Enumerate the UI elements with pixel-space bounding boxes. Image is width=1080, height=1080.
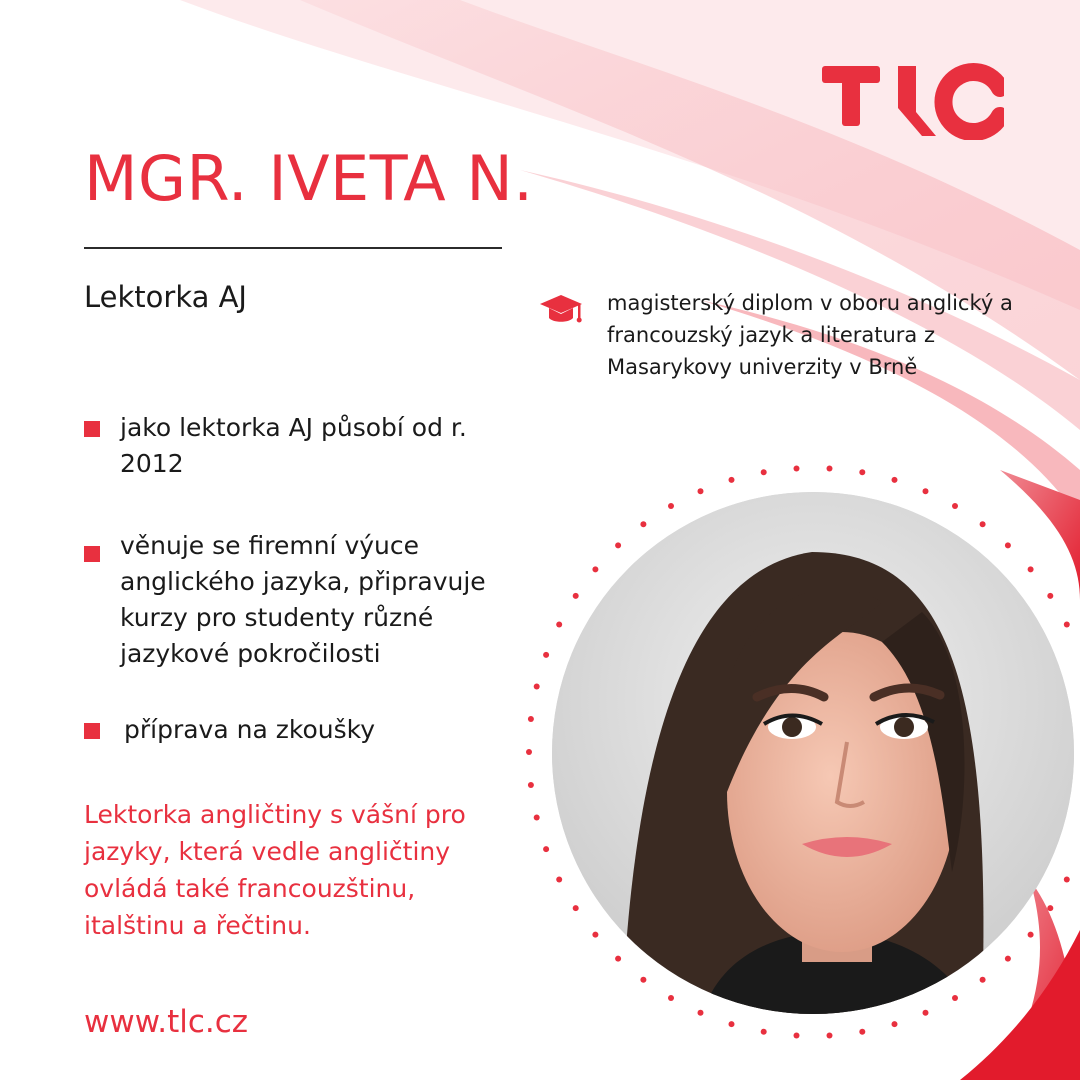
ring-dot [794,466,800,472]
bullet-square-icon [84,421,100,437]
ring-dot [794,1033,800,1039]
ring-dot [1064,622,1070,628]
ring-dot [556,622,562,628]
ring-dot [892,1021,898,1027]
teacher-name: MGR. IVETA N. [84,142,534,215]
ring-dot [761,469,767,475]
ring-dot [592,566,598,572]
ring-dot [640,521,646,527]
ring-dot [892,477,898,483]
ring-dot [1047,905,1053,911]
ring-dot [534,684,540,690]
ring-dot [615,542,621,548]
ring-dot [528,782,534,788]
ring-dot [543,652,549,658]
portrait-illustration [552,492,1074,1014]
ring-dot [1064,877,1070,883]
ring-dot [859,469,865,475]
list-item-text: věnuje se firemní výuce anglického jazyka, připravuje kurzy pro studenty různé jazykové pokročilosti [120,531,486,668]
ring-dot [827,1033,833,1039]
teacher-role: Lektorka AJ [84,280,247,314]
ring-dot [761,1029,767,1035]
list-item [84,410,500,482]
graduation-cap-icon [538,292,584,328]
list-item [84,712,524,748]
ring-dot [556,877,562,883]
ring-dot [615,956,621,962]
ring-dot [526,749,532,755]
ring-dot [859,1029,865,1035]
ring-dot [698,1010,704,1016]
ring-dot [1005,956,1011,962]
ring-dot [668,503,674,509]
ring-dot [698,488,704,494]
list-item [84,528,520,672]
teacher-description: Lektorka angličtiny s vášní pro jazyky, která vedle angličtiny ovládá také francouzštinu, italštinu a řečtinu. [84,800,466,940]
ring-dot [1047,593,1053,599]
ring-dot [923,1010,929,1016]
title-divider [84,247,502,249]
ring-dot [1028,566,1034,572]
ring-dot [827,466,833,472]
ring-dot [573,905,579,911]
ring-dot [1028,932,1034,938]
ring-dot [668,995,674,1001]
ring-dot [1005,542,1011,548]
ring-dot [543,846,549,852]
ring-dot [952,995,958,1001]
ring-dot [952,503,958,509]
ring-dot [592,932,598,938]
ring-dot [534,815,540,821]
ring-dot [980,521,986,527]
bullet-square-icon [84,546,100,562]
ring-dot [640,977,646,983]
list-item-text: jako lektorka AJ působí od r. 2012 [120,413,467,478]
ring-dot [980,977,986,983]
teacher-portrait [552,492,1074,1014]
tlc-logo [818,58,1004,140]
list-item-text: příprava na zkoušky [124,715,375,744]
ring-dot [528,716,534,722]
education-text: magisterský diplom v oboru anglický a francouzský jazyk a literatura z Masarykovy univerzity v Brně [607,291,1013,379]
ring-dot [729,1021,735,1027]
bullet-square-icon [84,723,100,739]
ring-dot [729,477,735,483]
ring-dot [573,593,579,599]
website-link[interactable]: www.tlc.cz [84,1004,249,1040]
ring-dot [923,488,929,494]
